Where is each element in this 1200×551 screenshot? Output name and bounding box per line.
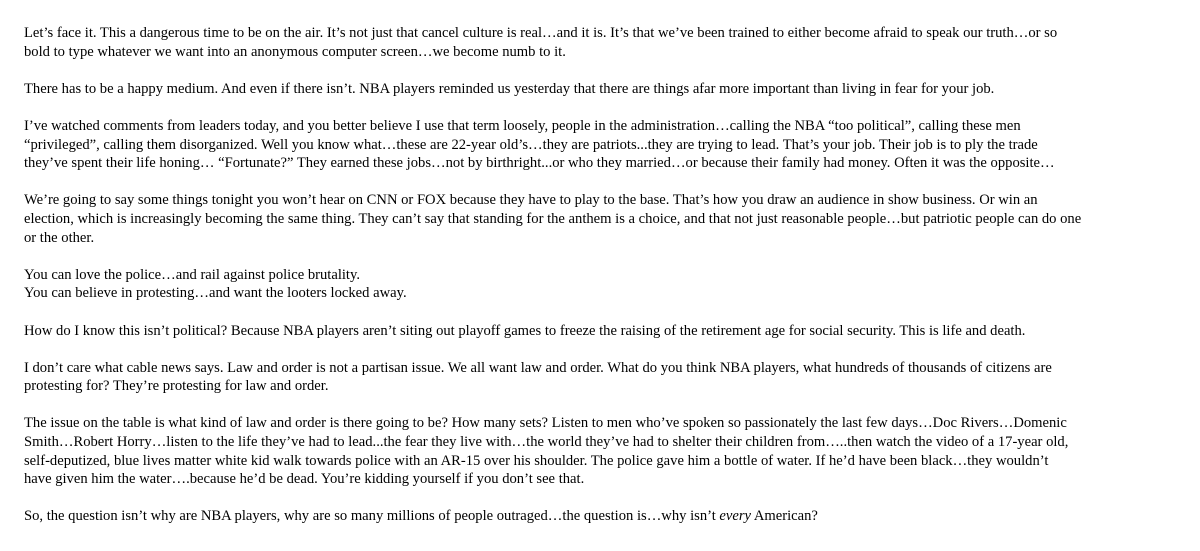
text-line: The issue on the table is what kind of law and order is there going to be? How many sets? Listen to men who’ve spoken so passionately the last few days…Doc Rivers…Domenic xyxy=(24,415,1067,432)
paragraph-9 xyxy=(24,507,1196,526)
paragraph-4 xyxy=(24,191,1196,247)
text-line: Let’s face it. This a dangerous time to be on the air. It’s not just that cancel culture is real…and it is. It’s that we’ve been trained to either become afraid to speak our truth…or so xyxy=(24,25,1058,41)
text-line: have given him the water….because he’d be dead. You’re kidding yourself if you don’t see that. xyxy=(24,471,585,488)
text-line: self-deputized, blue lives matter white kid walk towards police with an AR-15 over his shoulder. The police gave him a bottle of water. If he’d have been black…they wouldn’t xyxy=(24,452,1049,469)
text-line: How do I know this isn’t political? Because NBA players aren’t siting out playoff games to freeze the raising of the retirement age for social security. This is life and death. xyxy=(24,322,1026,339)
paragraph-gap xyxy=(24,489,1200,508)
paragraph-1 xyxy=(24,24,1196,61)
text-line: protesting for? They’re protesting for law and order. xyxy=(24,378,329,395)
text-line: “privileged”, calling them disorganized. Well you know what…these are 22-year old’s…they are patriots...they are trying to lead. That’s your job. Their job is to ply the trade xyxy=(24,136,1038,153)
text-line: There has to be a happy medium. And even if there isn’t. NBA players reminded us yesterday that there are things afar more important than living in fear for your job. xyxy=(24,80,995,97)
text-line: or the other. xyxy=(24,229,95,246)
text-line: bold to type whatever we want into an anonymous computer screen…we become numb to it. xyxy=(24,43,566,60)
text-line: I’ve watched comments from leaders today, and you better believe I use that term loosely, people in the administration…calling the NBA “too political”, calling these men xyxy=(24,117,1021,134)
paragraph-gap xyxy=(24,396,1200,415)
text-line: I don’t care what cable news says. Law and order is not a partisan issue. We all want law and order. What do you think NBA players, what hundreds of thousands of citizens are xyxy=(24,359,1052,376)
paragraph-2 xyxy=(24,80,1196,99)
text-line: We’re going to say some things tonight you won’t hear on CNN or FOX because they have to play to the base. That’s how you draw an audience in show business. Or win an xyxy=(24,192,1038,209)
paragraph-7 xyxy=(24,359,1196,396)
paragraph-gap xyxy=(24,303,1200,322)
paragraph-gap xyxy=(24,98,1200,117)
emphasis-word: every xyxy=(719,508,752,525)
text-line: election, which is increasingly becoming the same thing. They can’t say that standing for the anthem is a choice, and that not just reasonable people…but patriotic people can do one xyxy=(24,210,1082,227)
paragraph-gap xyxy=(24,173,1200,192)
text-line: Smith…Robert Horry…listen to the life they’ve had to lead...the fear they live with…the world they’ve had to shelter their children from…..then watch the video of a 17-year old, xyxy=(24,434,1069,451)
paragraph-gap xyxy=(24,61,1200,80)
paragraph-5 xyxy=(24,266,1196,303)
paragraph-8 xyxy=(24,414,1196,488)
paragraph-gap xyxy=(24,340,1200,359)
final-text-after: American? xyxy=(751,508,818,525)
paragraph-gap xyxy=(24,247,1200,266)
paragraph-6 xyxy=(24,322,1196,341)
text-line xyxy=(24,507,1196,526)
paragraph-3 xyxy=(24,117,1196,173)
text-line: You can love the police…and rail against police brutality. xyxy=(24,266,360,283)
text-line: they’ve spent their life honing… “Fortunate?” They earned these jobs…not by birthright...or who they married…or because their family had money. Often it was the opposite… xyxy=(24,155,1055,172)
text-line: You can believe in protesting…and want the looters locked away. xyxy=(24,285,407,302)
final-text-before: So, the question isn’t why are NBA players, why are so many millions of people outraged…the question is…why isn’t xyxy=(24,508,720,525)
